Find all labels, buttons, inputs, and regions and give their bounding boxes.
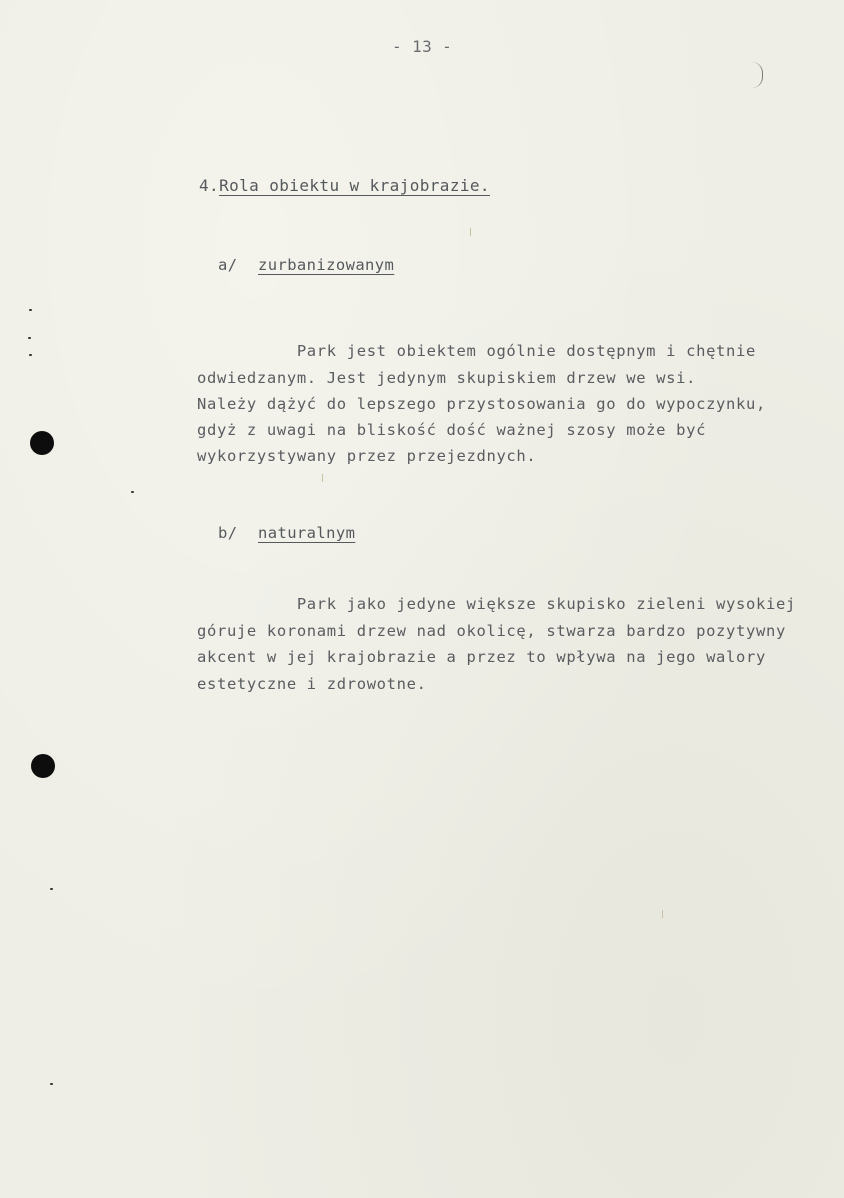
faint-mark [322, 474, 323, 482]
paragraph-b-line: Park jako jedyne większe skupisko zieleni wysokiej [197, 595, 796, 613]
paragraph-a-line: gdyż z uwagi na bliskość dość ważnej szosy może być [197, 421, 707, 439]
punch-hole [31, 754, 55, 778]
subsection-b-heading [218, 524, 355, 542]
paragraph-a-line: Należy dążyć do lepszego przystosowania go do wypoczynku, [197, 395, 766, 413]
paragraph-b-line: góruje koronami drzew nad okolicę, stwarza bardzo pozytywny [197, 622, 786, 640]
speck-mark [131, 491, 134, 493]
section-heading [199, 176, 490, 195]
speck-mark [50, 1083, 53, 1085]
punch-hole [30, 431, 54, 455]
pencil-mark [752, 62, 763, 88]
section-number: 4. [199, 176, 220, 195]
paragraph-a-line: odwiedzanym. Jest jedynym skupiskiem drzew we wsi. [197, 369, 697, 387]
paragraph-a-line: wykorzystywany przez przejezdnych. [197, 447, 537, 465]
page-number: - 13 - [392, 37, 453, 56]
faint-mark [662, 910, 663, 918]
faint-mark [470, 228, 471, 236]
speck-mark [50, 888, 53, 890]
subsection-b-marker: b/ [218, 524, 238, 542]
speck-mark [29, 354, 32, 356]
subsection-b-title: naturalnym [258, 524, 356, 542]
paragraph-b-line: akcent w jej krajobrazie a przez to wpływa na jego walory [197, 648, 766, 666]
subsection-a-marker: a/ [218, 256, 238, 274]
subsection-a-heading [218, 256, 394, 274]
paragraph-b-line: estetyczne i zdrowotne. [197, 675, 427, 693]
paragraph-a-line: Park jest obiektem ogólnie dostępnym i chętnie [197, 342, 756, 360]
speck-mark [28, 337, 31, 339]
speck-mark [29, 309, 32, 311]
section-title: Rola obiektu w krajobrazie. [219, 176, 490, 195]
subsection-a-title: zurbanizowanym [258, 256, 395, 274]
